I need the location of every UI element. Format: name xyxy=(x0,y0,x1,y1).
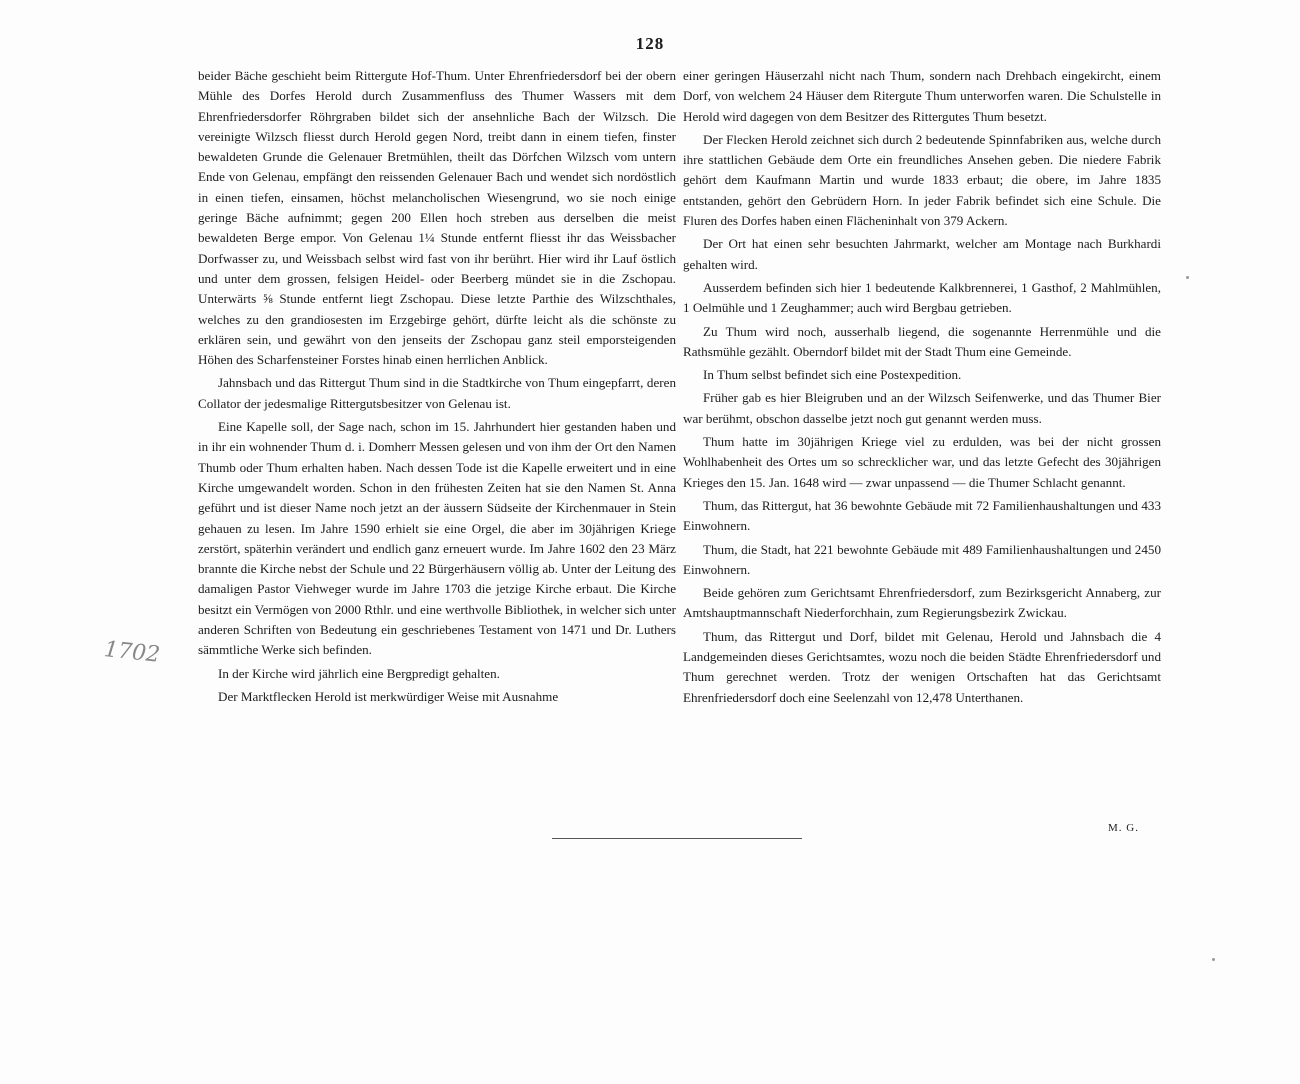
paper-speck xyxy=(1186,276,1189,279)
author-signature: M. G. xyxy=(1108,822,1139,834)
paragraph: einer geringen Häuserzahl nicht nach Thum, sondern nach Drehbach eingekircht, einem Dorf, von welchem 24 Häuser dem Ritergute Thum unterworfen waren. Die Schulstelle in Herold wird dagegen von dem Besitzer des Rittergutes Thum besetzt. xyxy=(683,68,1161,124)
end-rule-divider xyxy=(552,838,802,839)
paragraph: beider Bäche geschieht beim Rittergute Hof-Thum. Unter Ehrenfriedersdorf bei der obern Mühle des Dorfes Herold durch Zusammenfluss des Thumer Wassers mit dem Ehrenfriedersdorfer Röhrgraben bildet sich der ansehnliche Bach der Wilzsch. Die vereinigte Wilzsch fliesst durch Herold gegen Nord, treibt dann in einem tiefen, finster bewaldeten Grunde die Gelenauer Bretmühlen, theilt das Dörfchen Wilzsch vom untern Ende von Gelenau, empfängt den reissenden Gelenauer Bach und wendet sich nordöstlich in einen tiefen, einsamen, höchst melancholischen Wiesengrund, wo sie noch einige geringe Bäche aufnimmt; gegen 200 Ellen hoch streben aus derselben die meist bewaldeten Berge empor. Von Gelenau 1¼ Stunde entfernt fliesst ihr das Weissbacher Dorfwasser zu, und Weissbach selbst wird fast von ihr berührt. Hier wird ihr Lauf östlich und unter dem grossen, felsigen Heidel- oder Beerberg mündet sie in die Zschopau. Unterwärts ⅝ Stunde entfernt liegt Zschopau. Diese letzte Parthie des Wilzschthales, welches zu den grandiosesten im Erzgebirge gehört, dürfte leicht als die schönste zu erklären sein, und gewährt von den jenseits der Zschopau ganz steil emporsteigenden Höhen des Scharfensteiner Forstes hinab einen herrlichen Anblick. xyxy=(198,68,676,368)
paragraph: Beide gehören zum Gerichtsamt Ehrenfriedersdorf, zum Bezirksgericht Annaberg, zur Amtshauptmannschaft Niederforchhain, zum Regierungsbezirk Zwickau. xyxy=(683,585,1161,621)
paragraph: Früher gab es hier Bleigruben und an der Wilzsch Seifenwerke, und das Thumer Bier war berühmt, obschon dasselbe jetzt noch gut genannt werden muss. xyxy=(683,390,1161,426)
handwritten-margin-note: 1702 xyxy=(102,637,162,668)
paragraph: In Thum selbst befindet sich eine Postexpedition. xyxy=(703,367,962,383)
paragraph: Eine Kapelle soll, der Sage nach, schon im 15. Jahrhundert hier gestanden haben und in ihr ein wohnender Thum d. i. Domherr Messen gelesen und von ihm der Ort den Namen Thumb oder Thum erhalten haben. Nach dessen Tode ist die Kapelle erweitert und in eine Kirche umgewandelt worden. Schon in den frühesten Zeiten hat sie den Namen St. Anna geführt und ist dieser Name noch jetzt an der äussern Südseite der Kirchenmauer in Stein gehauen zu lesen. Im Jahre 1590 erhielt sie eine Orgel, die aber im 30jährigen Kriege zerstört, späterhin verändert und endlich ganz erneuert wurde. Im Jahre 1602 den 23 März brannte die Kirche nebst der Schule und 22 Bürgerhäusern völlig ab. Unter der Leitung des damaligen Pastor Viehweger wurde im Jahre 1703 die jetzige Kirche erbaut. Die Kirche besitzt ein Vermögen von 2000 Rthlr. und eine werthvolle Bibliothek, in welcher sich unter anderen Schriften von Bedeutung ein geschriebenes Testament von 1471 und Dr. Luthers sämmtliche Werke sich befinden. xyxy=(198,419,676,658)
page-number: 128 xyxy=(635,34,665,53)
paragraph: In der Kirche wird jährlich eine Bergpredigt gehalten. xyxy=(218,665,500,681)
paragraph: Der Ort hat einen sehr besuchten Jahrmarkt, welcher am Montage nach Burkhardi gehalten wird. xyxy=(683,236,1161,272)
left-text-column xyxy=(198,66,676,707)
paper-speck xyxy=(1212,958,1215,961)
paragraph: Jahnsbach und das Rittergut Thum sind in die Stadtkirche von Thum eingepfarrt, deren Collator der jedesmalige Rittergutsbesitzer von Gelenau ist. xyxy=(198,375,676,411)
paragraph: Thum hatte im 30jährigen Kriege viel zu erdulden, was bei der nicht grossen Wohlhabenheit des Ortes um so schrecklicher war, und das letzte Gefecht des 30jährigen Krieges den 15. Jan. 1648 wird — zwar unpassend — die Thumer Schlacht genannt. xyxy=(683,434,1161,490)
paragraph: Der Flecken Herold zeichnet sich durch 2 bedeutende Spinnfabriken aus, welche durch ihre stattlichen Gebäude dem Orte ein freundliches Ansehen geben. Die niedere Fabrik gehört dem Kaufmann Martin und wurde 1833 erbaut; die obere, im Jahre 1835 entstanden, gehört den Gebrüdern Horn. In jeder Fabrik befindet sich eine Schule. Die Fluren des Dorfes haben einen Flächeninhalt von 379 Ackern. xyxy=(683,131,1161,229)
paragraph: Der Marktflecken Herold ist merkwürdiger Weise mit Ausnahme xyxy=(218,688,559,704)
paragraph: Thum, das Rittergut, hat 36 bewohnte Gebäude mit 72 Familienhaushaltungen und 433 Einwohnern. xyxy=(683,497,1161,534)
right-text-column xyxy=(683,66,1161,708)
paragraph: Thum, das Rittergut und Dorf, bildet mit Gelenau, Herold und Jahnsbach die 4 Landgemeinden dieses Gerichtsamtes, wozu noch die beiden Städte Ehrenfriedersdorf und Thum gerechnet werden. Trotz der wenigen Ortschaften hat das Gerichtsamt Ehrenfriedersdorf doch eine Seelenzahl von 12,478 Unterthanen. xyxy=(683,628,1161,705)
paragraph: Ausserdem befinden sich hier 1 bedeutende Kalkbrennerei, 1 Gasthof, 2 Mahlmühlen, 1 Oelmühle und 1 Zeughammer; auch wird Bergbau getrieben. xyxy=(683,279,1161,316)
paragraph: Zu Thum wird noch, ausserhalb liegend, die sogenannte Herrenmühle und die Rathsmühle gezählt. Oberndorf bildet mit der Stadt Thum eine Gemeinde. xyxy=(683,323,1161,359)
paragraph: Thum, die Stadt, hat 221 bewohnte Gebäude mit 489 Familienhaushaltungen und 2450 Einwohnern. xyxy=(683,541,1161,577)
